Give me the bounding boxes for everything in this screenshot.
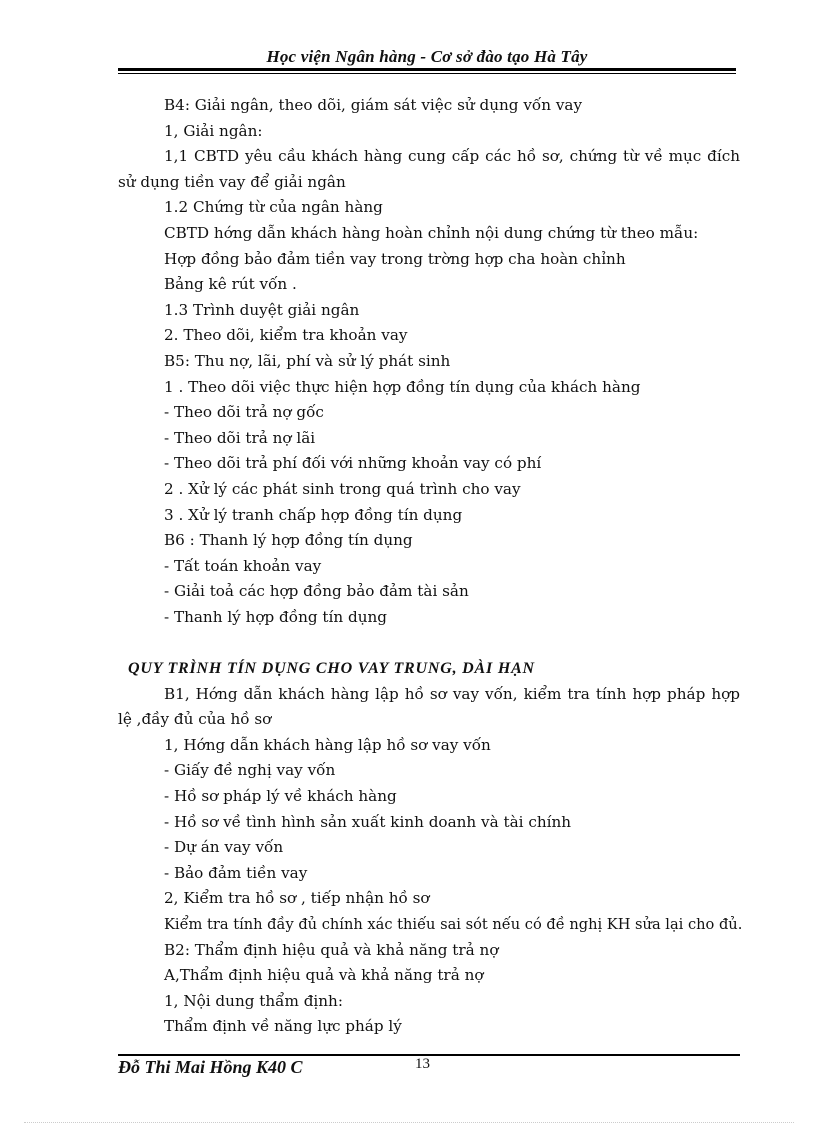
page-number: 13 (415, 1056, 430, 1072)
list-item: - Tất toán khoản vay (164, 556, 322, 575)
paragraph: 2, Kiểm tra hồ sơ , tiếp nhận hồ sơ (164, 889, 430, 908)
list-item: - Theo dõi trả nợ gốc (164, 403, 324, 422)
paragraph: 1.2 Chứng từ của ngân hàng (164, 198, 383, 217)
header-rule (118, 68, 736, 71)
paragraph: A,Thẩm định hiệu quả và khả năng trả nợ (164, 966, 484, 985)
paragraph-continuation: sử dụng tiền vay để giải ngân (118, 172, 346, 191)
paragraph: 1,1 CBTD yêu cầu khách hàng cung cấp các hồ sơ, chứng từ về mục đích (164, 147, 740, 166)
list-item: - Bảo đảm tiền vay (164, 863, 308, 882)
section-spacer (118, 630, 740, 656)
paragraph: CBTD hớng dẫn khách hàng hoàn chỉnh nội dung chứng từ theo mẫu: (164, 223, 699, 242)
paragraph: B2: Thẩm định hiệu quả và khả năng trả nợ (164, 940, 499, 959)
list-item: - Theo dõi trả nợ lãi (164, 428, 316, 447)
paragraph: Hợp đồng bảo đảm tiền vay trong trờng hợp cha hoàn chỉnh (164, 249, 626, 268)
paragraph: 2 . Xử lý các phát sinh trong quá trình cho vay (164, 479, 521, 498)
paragraph: B4: Giải ngân, theo dõi, giám sát việc sử dụng vốn vay (164, 96, 583, 114)
paragraph: B6 : Thanh lý hợp đồng tín dụng (164, 531, 413, 550)
paragraph: 1, Nội dung thẩm định: (164, 991, 343, 1010)
paragraph: Bảng kê rút vốn . (164, 275, 297, 294)
page-header-title: Học viện Ngân hàng - Cơ sở đào tạo Hà Tây (266, 47, 588, 66)
list-item: - Theo dõi trả phí đối với những khoản vay có phí (164, 454, 542, 473)
section-heading: QUY TRÌNH TÍN DỤNG CHO VAY TRUNG, DÀI HẠN (128, 660, 535, 678)
paragraph: 1, Hớng dẫn khách hàng lập hồ sơ vay vốn (164, 735, 491, 754)
paragraph: B1, Hớng dẫn khách hàng lập hồ sơ vay vốn, kiểm tra tính hợp pháp hợp (164, 684, 740, 703)
paragraph: Kiểm tra tính đầy đủ chính xác thiếu sai sót nếu có đề nghị KH sửa lại cho đủ. (164, 916, 743, 933)
document-body (118, 93, 743, 1040)
paragraph: 3 . Xử lý tranh chấp hợp đồng tín dụng (164, 505, 463, 524)
list-item: - Dự án vay vốn (164, 838, 284, 857)
list-item: - Giải toả các hợp đồng bảo đảm tài sản (164, 582, 469, 601)
paragraph-continuation: lệ ,đầy đủ của hồ sơ (118, 710, 272, 729)
header-rule-thin (118, 73, 736, 74)
footer-author: Đỗ Thi Mai Hồng K40 C (118, 1057, 303, 1077)
list-item: - Giấy đề nghị vay vốn (164, 761, 336, 780)
list-item: - Hồ sơ pháp lý về khách hàng (164, 787, 397, 806)
paragraph: 1, Giải ngân: (164, 121, 263, 140)
paragraph: 1.3 Trình duyệt giải ngân (164, 300, 360, 319)
paragraph: 1 . Theo dõi việc thực hiện hợp đồng tín dụng của khách hàng (164, 377, 641, 396)
paragraph: 2. Theo dõi, kiểm tra khoản vay (164, 326, 408, 345)
paragraph: Thẩm định về năng lực pháp lý (164, 1017, 402, 1036)
list-item: - Thanh lý hợp đồng tín dụng (164, 607, 387, 626)
paragraph: B5: Thu nợ, lãi, phí và sử lý phát sinh (164, 351, 451, 370)
list-item: - Hồ sơ về tình hình sản xuất kinh doanh và tài chính (164, 812, 572, 831)
